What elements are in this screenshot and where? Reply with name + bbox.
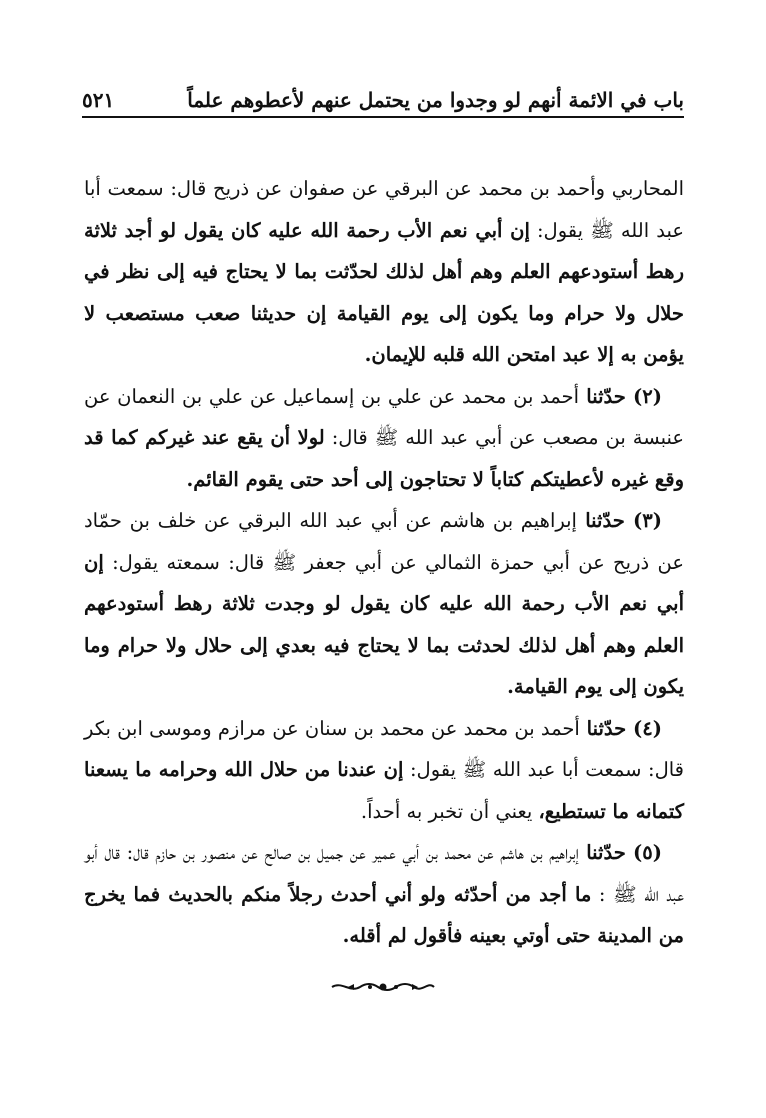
- chapter-title: باب في الائمة أنهم لو وجدوا من يحتمل عنهم لأعطوهم علماً: [187, 88, 684, 112]
- hadith-number: (٤) حدّثنا: [579, 716, 662, 740]
- hadith-isnad: أحمد بن محمد عن محمد بن سنان عن مرازم وموسى ابن بكر قال: سمعت أبا عبد الله ﷺ يقول:: [84, 716, 685, 781]
- hadith-paragraph-4: [84, 708, 684, 833]
- ornament-flourish-icon: [328, 978, 438, 996]
- hadith-isnad: أحمد بن محمد عن علي بن إسماعيل عن علي بن النعمان عن عنبسة بن مصعب عن أبي عبد الله ﷺ قال:: [84, 384, 684, 449]
- hadith-matn: ما أجد من أحدّثه ولو أني أحدث رجلاً منكم بالحديث فما يخرج من المدينة حتى أوتي بعينه فأقول لم أقله.: [84, 882, 684, 947]
- hadith-number: (٢) حدّثنا: [579, 384, 662, 408]
- hadith-paragraph-3: [84, 500, 684, 708]
- hadith-matn: إن أبي نعم الأب رحمة الله عليه كان يقول لو وجدت ثلاثة رهط أستودعهم العلم وهم أهل لذلك لحدثت بما لا يحتاج فيه بعدي إلى حلال ولا حرام وما يكون إلى يوم القيامة.: [84, 550, 684, 698]
- running-header: [82, 70, 684, 112]
- closing-ornament: [0, 978, 766, 1000]
- hadith-matn: إن أبي نعم الأب رحمة الله عليه كان يقول لو أجد ثلاثة رهط أستودعهم العلم وهم أهل لذلك لحدّثت بما لا يحتاج فيه إلى نظر في حلال ولا حرام وما يكون إلى يوم القيامة إن حديثنا صعب مستصعب لا يؤمن به إلا عبد امتحن الله قلبه للإيمان.: [84, 218, 684, 366]
- hadith-paragraph-1: [84, 168, 684, 376]
- hadith-matn: إن عندنا من حلال الله وحرامه ما يسعنا كتمانه ما تستطيع،: [84, 758, 684, 823]
- hadith-paragraph-5: [84, 832, 684, 957]
- hadith-isnad: إبراهيم بن هاشم عن محمد بن أبي عمير عن جميل بن صالح عن منصور بن حازم قال: قال أبو عبد الله ﷺ :: [84, 841, 684, 906]
- hadith-number: (٥) حدّثنا: [578, 841, 662, 864]
- hadith-paragraph-2: [84, 376, 684, 501]
- hadith-isnad: إبراهيم بن هاشم عن أبي عبد الله البرقي عن خلف بن حمّاد عن ذريح عن أبي حمزة الثمالي عن أبي جعفر ﷺ قال: سمعته يقول:: [84, 509, 684, 574]
- hadith-matn: لولا أن يقع عند غيركم كما قد وقع غيره لأعطيتكم كتاباً لا تحتاجون إلى أحد حتى يقوم القائم.: [84, 426, 684, 491]
- hadith-tail: يعني أن تخبر به أحداً.: [360, 799, 539, 823]
- page-number: ٥٢١: [82, 88, 115, 112]
- hadith-number: (٣) حدّثنا: [576, 509, 662, 532]
- hadith-isnad: المحاربي وأحمد بن محمد عن البرقي عن صفوان عن ذريح قال: سمعت أبا عبد الله ﷺ يقول:: [84, 177, 684, 242]
- hadith-text-body: [84, 168, 684, 957]
- header-rule: [82, 116, 684, 118]
